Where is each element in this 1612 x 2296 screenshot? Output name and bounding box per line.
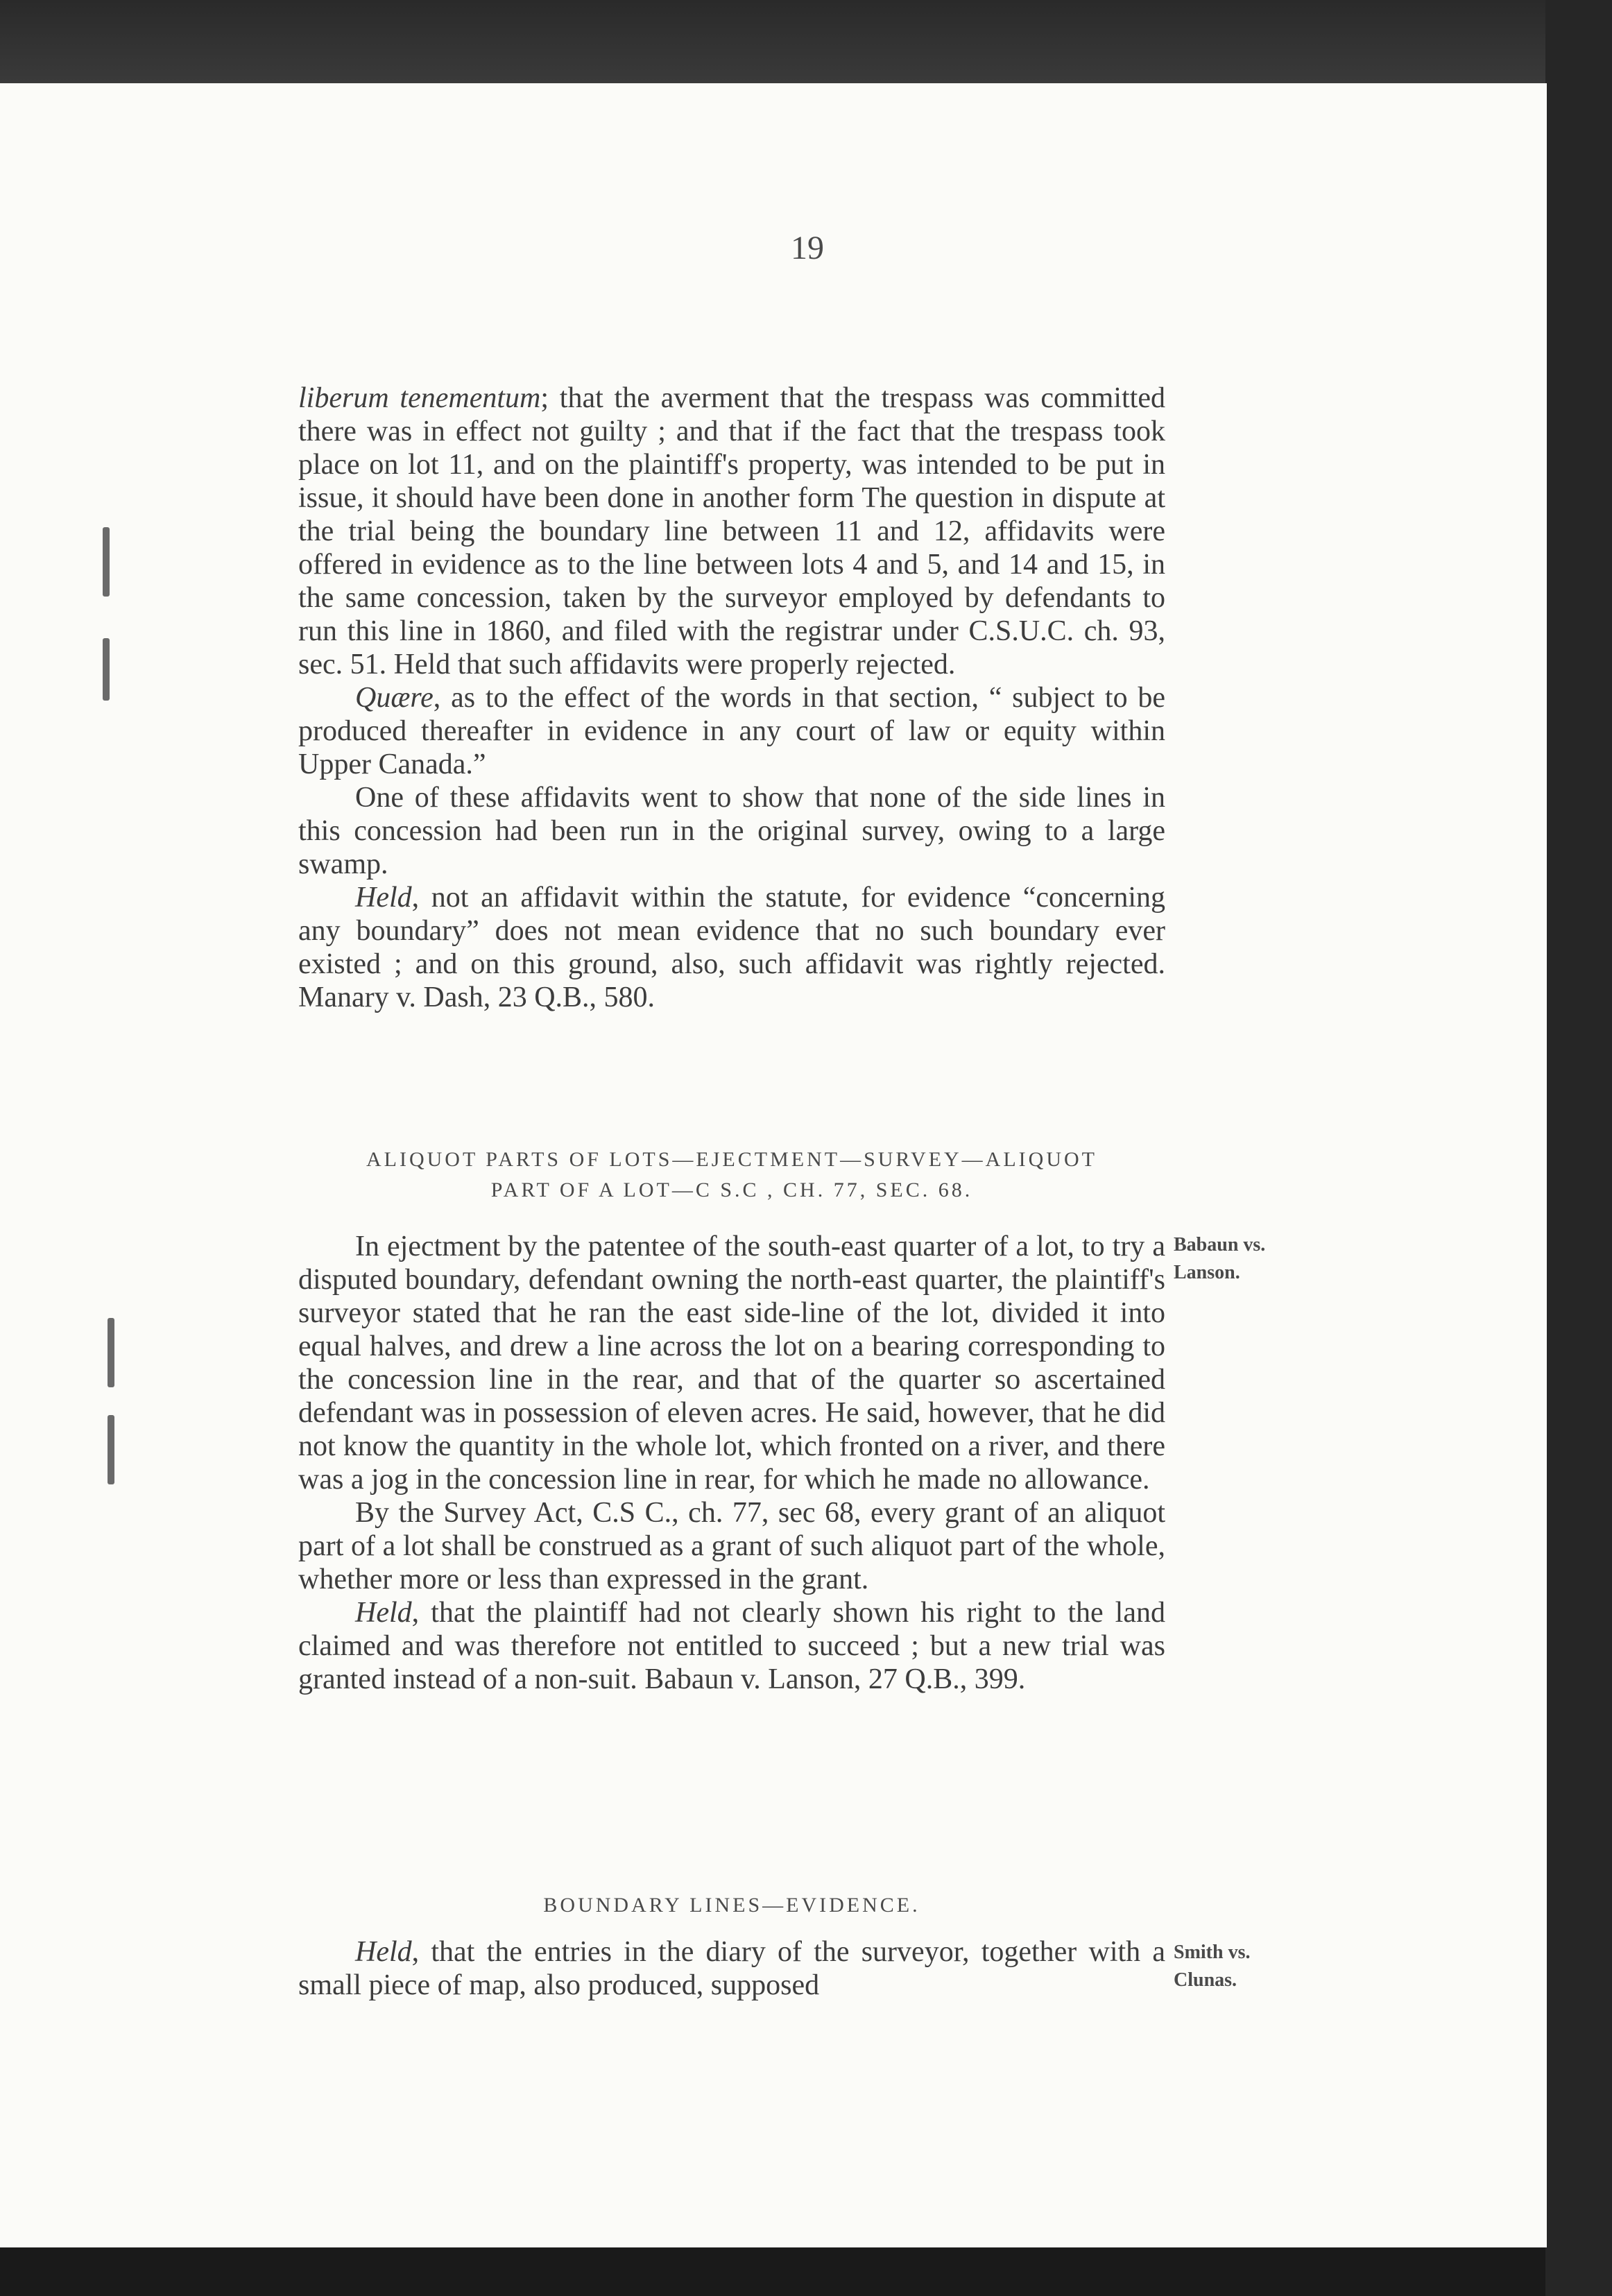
paragraph: By the Survey Act, C.S C., ch. 77, sec 68, every grant of an aliquot part of a lot shall be construed as a grant of such aliquot part of the whole, whether more or less than expressed in the grant. <box>298 1497 1165 1595</box>
binding-mark <box>103 527 110 597</box>
italic-phrase: Held <box>355 882 412 914</box>
paragraph <box>298 681 1165 781</box>
section-heading-1 <box>298 1145 1165 1206</box>
binding-mark <box>108 1415 114 1484</box>
paragraph-text: , not an affidavit within the statute, for evidence “concerning any boundary” does not mean evidence that no such boundary ever existed ; and on this ground, also, such affidavit was rightly rejected. Manary v. Dash, 23 Q.B., 580. <box>298 882 1165 1013</box>
page-number: 19 <box>791 230 824 266</box>
italic-phrase: liberum tenementum <box>298 382 541 414</box>
text-block-1 <box>298 382 1165 1014</box>
case-side-note <box>1174 1939 1250 1994</box>
italic-phrase: Quære <box>355 682 434 714</box>
text-block-3 <box>298 1935 1165 2002</box>
italic-phrase: Held <box>355 1936 412 1968</box>
text-block-2 <box>298 1230 1165 1696</box>
italic-phrase: Held <box>355 1597 412 1629</box>
case-side-note <box>1174 1231 1265 1287</box>
heading-line: PART OF A LOT—C S.C , CH. 77, SEC. 68. <box>490 1179 973 1201</box>
binding-mark <box>108 1318 114 1387</box>
paragraph <box>298 1596 1165 1696</box>
paragraph <box>298 1935 1165 2002</box>
side-note-line: Clunas. <box>1174 1969 1237 1991</box>
heading-line: BOUNDARY LINES—EVIDENCE. <box>543 1894 920 1917</box>
side-note-line: Babaun vs. <box>1174 1234 1266 1256</box>
paragraph: In ejectment by the patentee of the south-east quarter of a lot, to try a disputed boundary, defendant owning the north-east quarter, the plaintiff's surveyor stated that he ran the east side-line of the lot, divided it into equal halves, and drew a line across the lot on a bearing corresponding to the concession line in the rear, and that of the quarter so ascertained defendant was in possession of eleven acres. He said, however, that he did not know the quantity in the whole lot, which fronted on a river, and there was a jog in the concession line in rear, for which he made no allowance. <box>298 1231 1165 1496</box>
side-note-line: Lanson. <box>1174 1262 1240 1283</box>
binding-mark <box>103 638 110 701</box>
paragraph-text: , that the plaintiff had not clearly shown his right to the land claimed and was therefore not entitled to succeed ; but a new trial was granted instead of a non-suit. Babaun v. Lanson, 27 Q.B., 399. <box>298 1597 1165 1695</box>
paragraph-text: , that the entries in the diary of the surveyor, together with a small piece of map, also produced, supposed <box>298 1936 1165 2001</box>
paragraph <box>298 382 1165 681</box>
section-heading-2 <box>298 1890 1165 1921</box>
scan-border-right <box>1545 0 1612 2296</box>
scan-border-top <box>0 0 1612 83</box>
paragraph <box>298 881 1165 1014</box>
paragraph: One of these affidavits went to show that none of the side lines in this concession had been run in the original survey, owing to a large swamp. <box>298 782 1165 880</box>
paragraph-text: ; that the averment that the trespass was committed there was in effect not guilty ; and that if the fact that the trespass took place on lot 11, and on the plaintiff's property, was intended to be put in issue, it should have been done in another form The question in dispute at the trial being the boundary line between 11 and 12, affidavits were offered in evidence as to the line between lots 4 and 5, and 14 and 15, in the same concession, taken by the surveyor employed by defendants to run this line in 1860, and filed with the registrar under C.S.U.C. ch. 93, sec. 51. Held that such affidavits were properly rejected. <box>298 382 1165 680</box>
side-note-line: Smith vs. <box>1174 1942 1251 1963</box>
heading-line: ALIQUOT PARTS OF LOTS—EJECTMENT—SURVEY—ALIQUOT <box>366 1148 1097 1171</box>
paragraph-text: , as to the effect of the words in that section, “ subject to be produced thereafter in evidence in any court of law or equity within Upper Canada.” <box>298 682 1165 780</box>
